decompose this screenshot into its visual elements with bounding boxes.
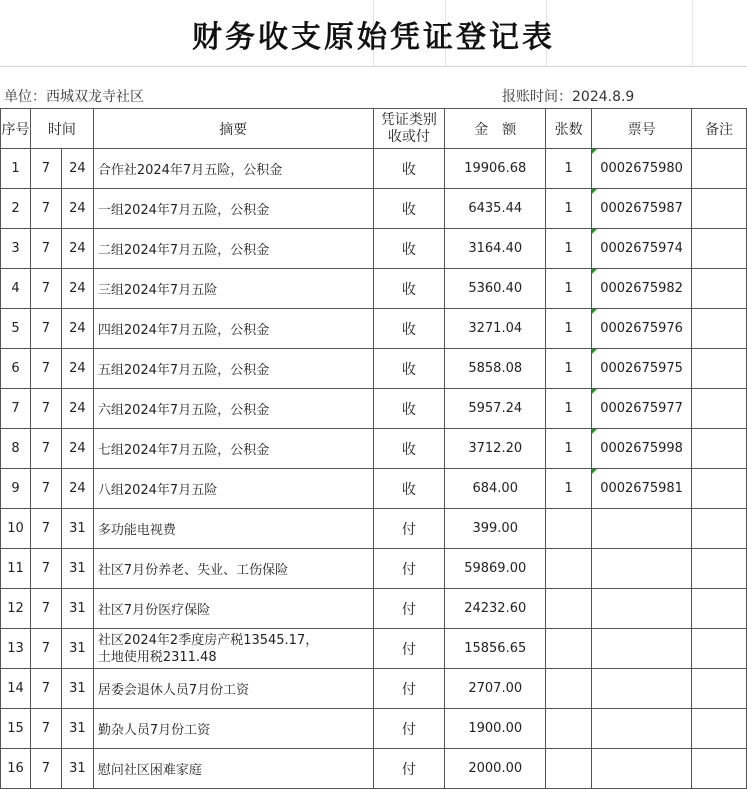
cell-seq[interactable]: 9	[1, 469, 31, 509]
header-voucher-type-line1: 凭证类别	[380, 111, 437, 128]
cell-remark[interactable]	[692, 309, 747, 349]
table-row	[1, 549, 747, 589]
cell-remark[interactable]	[692, 149, 747, 189]
cell-voucher-type[interactable]: 收	[373, 269, 445, 309]
cell-summary-line2: 土地使用税2311.48	[97, 649, 217, 665]
cell-voucher-type[interactable]: 付	[373, 709, 445, 749]
cell-ticket-no[interactable]: 0002675987	[592, 189, 692, 229]
cell-voucher-type[interactable]: 付	[373, 749, 445, 789]
cell-seq[interactable]: 4	[1, 269, 31, 309]
cell-ticket-no[interactable]: 0002675998	[592, 429, 692, 469]
cell-count[interactable]	[546, 509, 592, 549]
cell-summary[interactable]: 社区7月份养老、失业、工伤保险	[93, 549, 373, 589]
header-seq[interactable]: 序号	[1, 109, 31, 149]
cell-amount[interactable]: 1900.00	[445, 709, 546, 749]
cell-remark[interactable]	[692, 709, 747, 749]
cell-voucher-type[interactable]: 收	[373, 469, 445, 509]
cell-summary[interactable]	[93, 629, 373, 669]
cell-summary[interactable]: 三组2024年7月五险	[93, 269, 373, 309]
cell-ticket-no[interactable]	[592, 509, 692, 549]
cell-ticket-no[interactable]: 0002675981	[592, 469, 692, 509]
cell-amount[interactable]: 19906.68	[445, 149, 546, 189]
table-row	[1, 429, 747, 469]
cell-day[interactable]: 24	[61, 269, 93, 309]
cell-amount[interactable]: 15856.65	[445, 629, 546, 669]
cell-amount[interactable]: 399.00	[445, 509, 546, 549]
cell-remark[interactable]	[692, 629, 747, 669]
table-row	[1, 589, 747, 629]
cell-count[interactable]: 1	[546, 349, 592, 389]
header-ticket-no[interactable]: 票号	[592, 109, 692, 149]
cell-amount[interactable]: 59869.00	[445, 549, 546, 589]
cell-amount[interactable]: 5858.08	[445, 349, 546, 389]
cell-voucher-type[interactable]: 收	[373, 189, 445, 229]
cell-remark[interactable]	[692, 269, 747, 309]
cell-voucher-type[interactable]: 付	[373, 629, 445, 669]
cell-month[interactable]: 7	[30, 269, 61, 309]
cell-summary[interactable]: 四组2024年7月五险，公积金	[93, 309, 373, 349]
cell-count[interactable]: 1	[546, 389, 592, 429]
cell-voucher-type[interactable]: 付	[373, 509, 445, 549]
cell-count[interactable]: 1	[546, 469, 592, 509]
cell-summary[interactable]: 社区7月份医疗保险	[93, 589, 373, 629]
cell-day[interactable]: 31	[61, 669, 93, 709]
cell-seq[interactable]: 3	[1, 229, 31, 269]
header-time[interactable]: 时间	[30, 109, 93, 149]
cell-ticket-no[interactable]: 0002675974	[592, 229, 692, 269]
cell-ticket-no[interactable]: 0002675982	[592, 269, 692, 309]
cell-seq[interactable]: 5	[1, 309, 31, 349]
cell-ticket-no[interactable]	[592, 709, 692, 749]
cell-count[interactable]	[546, 709, 592, 749]
cell-voucher-type[interactable]: 付	[373, 549, 445, 589]
cell-remark[interactable]	[692, 349, 747, 389]
cell-remark[interactable]	[692, 229, 747, 269]
cell-ticket-no[interactable]	[592, 629, 692, 669]
cell-day[interactable]: 31	[61, 709, 93, 749]
cell-amount[interactable]: 6435.44	[445, 189, 546, 229]
table-row	[1, 709, 747, 749]
table-row	[1, 229, 747, 269]
cell-summary[interactable]: 多功能电视费	[93, 509, 373, 549]
cell-remark[interactable]	[692, 589, 747, 629]
cell-month[interactable]: 7	[30, 189, 61, 229]
cell-voucher-type[interactable]: 付	[373, 669, 445, 709]
cell-day[interactable]: 24	[61, 149, 93, 189]
header-summary[interactable]: 摘要	[93, 109, 373, 149]
table-row	[1, 189, 747, 229]
cell-ticket-no[interactable]: 0002675980	[592, 149, 692, 189]
cell-day[interactable]: 24	[61, 469, 93, 509]
cell-count[interactable]: 1	[546, 229, 592, 269]
cell-seq[interactable]: 2	[1, 189, 31, 229]
cell-count[interactable]: 1	[546, 189, 592, 229]
cell-month[interactable]: 7	[30, 349, 61, 389]
cell-day[interactable]: 31	[61, 589, 93, 629]
table-row	[1, 389, 747, 429]
cell-summary[interactable]: 勤杂人员7月份工资	[93, 709, 373, 749]
cell-month[interactable]: 7	[30, 549, 61, 589]
cell-amount[interactable]: 5957.24	[445, 389, 546, 429]
cell-summary[interactable]: 一组2024年7月五险，公积金	[93, 189, 373, 229]
cell-remark[interactable]	[692, 429, 747, 469]
report-date: 报账时间：2024.8.9	[502, 89, 635, 105]
cell-month[interactable]: 7	[30, 469, 61, 509]
header-count[interactable]: 张数	[546, 109, 592, 149]
cell-summary[interactable]: 居委会退休人员7月份工资	[93, 669, 373, 709]
cell-month[interactable]: 7	[30, 309, 61, 349]
cell-seq[interactable]: 7	[1, 389, 31, 429]
cell-amount[interactable]: 3712.20	[445, 429, 546, 469]
header-amount[interactable]: 金 额	[445, 109, 546, 149]
table-row	[1, 309, 747, 349]
cell-amount[interactable]: 3164.40	[445, 229, 546, 269]
header-voucher-type[interactable]	[373, 109, 445, 149]
cell-summary-line1: 社区2024年2季度房产税13545.17，	[97, 632, 319, 648]
table-row	[1, 669, 747, 709]
cell-day[interactable]: 31	[61, 629, 93, 669]
cell-summary[interactable]: 合作社2024年7月五险，公积金	[93, 149, 373, 189]
cell-voucher-type[interactable]: 收	[373, 429, 445, 469]
cell-amount[interactable]: 24232.60	[445, 589, 546, 629]
cell-count[interactable]: 1	[546, 149, 592, 189]
header-row	[1, 109, 747, 149]
cell-count[interactable]: 1	[546, 429, 592, 469]
cell-voucher-type[interactable]: 收	[373, 349, 445, 389]
cell-amount[interactable]: 2000.00	[445, 749, 546, 789]
cell-ticket-no[interactable]	[592, 589, 692, 629]
header-voucher-type-line2: 收或付	[387, 128, 430, 145]
cell-ticket-no[interactable]: 0002675977	[592, 389, 692, 429]
cell-ticket-no[interactable]	[592, 749, 692, 789]
cell-summary[interactable]: 二组2024年7月五险，公积金	[93, 229, 373, 269]
table-row	[1, 349, 747, 389]
cell-month[interactable]: 7	[30, 589, 61, 629]
cell-amount[interactable]: 684.00	[445, 469, 546, 509]
cell-month[interactable]: 7	[30, 509, 61, 549]
cell-remark[interactable]	[692, 509, 747, 549]
table-row	[1, 509, 747, 549]
cell-seq[interactable]: 13	[1, 629, 31, 669]
cell-day[interactable]: 24	[61, 429, 93, 469]
cell-amount[interactable]: 2707.00	[445, 669, 546, 709]
cell-count[interactable]	[546, 669, 592, 709]
cell-day[interactable]: 24	[61, 229, 93, 269]
header-remark[interactable]: 备注	[692, 109, 747, 149]
cell-voucher-type[interactable]: 收	[373, 149, 445, 189]
table-row	[1, 149, 747, 189]
cell-remark[interactable]	[692, 669, 747, 709]
cell-count[interactable]	[546, 589, 592, 629]
cell-remark[interactable]	[692, 469, 747, 509]
cell-seq[interactable]: 10	[1, 509, 31, 549]
cell-ticket-no[interactable]	[592, 549, 692, 589]
cell-amount[interactable]: 5360.40	[445, 269, 546, 309]
cell-seq[interactable]: 15	[1, 709, 31, 749]
cell-seq[interactable]: 12	[1, 589, 31, 629]
cell-remark[interactable]	[692, 389, 747, 429]
cell-month[interactable]: 7	[30, 709, 61, 749]
cell-month[interactable]: 7	[30, 749, 61, 789]
cell-day[interactable]: 31	[61, 749, 93, 789]
table-row	[1, 469, 747, 509]
cell-seq[interactable]: 6	[1, 349, 31, 389]
cell-day[interactable]: 31	[61, 549, 93, 589]
cell-voucher-type[interactable]: 收	[373, 309, 445, 349]
cell-summary[interactable]: 八组2024年7月五险	[93, 469, 373, 509]
cell-day[interactable]: 31	[61, 509, 93, 549]
cell-ticket-no[interactable]: 0002675976	[592, 309, 692, 349]
cell-remark[interactable]	[692, 749, 747, 789]
cell-seq[interactable]: 8	[1, 429, 31, 469]
table-row	[1, 269, 747, 309]
info-row	[0, 80, 747, 108]
cell-month[interactable]: 7	[30, 229, 61, 269]
cell-seq[interactable]: 14	[1, 669, 31, 709]
cell-remark[interactable]	[692, 549, 747, 589]
cell-month[interactable]: 7	[30, 669, 61, 709]
cell-day[interactable]: 24	[61, 189, 93, 229]
cell-day[interactable]: 24	[61, 389, 93, 429]
cell-count[interactable]	[546, 549, 592, 589]
title-row	[0, 0, 747, 67]
cell-seq[interactable]: 1	[1, 149, 31, 189]
cell-voucher-type[interactable]: 收	[373, 389, 445, 429]
cell-summary[interactable]: 六组2024年7月五险，公积金	[93, 389, 373, 429]
page-title: 财务收支原始凭证登记表	[192, 20, 555, 55]
voucher-table	[0, 108, 747, 789]
cell-month[interactable]: 7	[30, 389, 61, 429]
cell-ticket-no[interactable]: 0002675975	[592, 349, 692, 389]
cell-voucher-type[interactable]: 付	[373, 589, 445, 629]
cell-month[interactable]: 7	[30, 629, 61, 669]
unit-label: 单位：西城双龙寺社区	[4, 89, 144, 105]
cell-day[interactable]: 24	[61, 349, 93, 389]
cell-month[interactable]: 7	[30, 149, 61, 189]
cell-summary[interactable]: 慰问社区困难家庭	[93, 749, 373, 789]
cell-voucher-type[interactable]: 收	[373, 229, 445, 269]
cell-count[interactable]: 1	[546, 269, 592, 309]
cell-day[interactable]: 24	[61, 309, 93, 349]
cell-ticket-no[interactable]	[592, 669, 692, 709]
cell-seq[interactable]: 11	[1, 549, 31, 589]
table-row	[1, 629, 747, 669]
table-row	[1, 749, 747, 789]
cell-month[interactable]: 7	[30, 429, 61, 469]
cell-count[interactable]	[546, 749, 592, 789]
cell-count[interactable]	[546, 629, 592, 669]
cell-remark[interactable]	[692, 189, 747, 229]
cell-summary[interactable]: 七组2024年7月五险，公积金	[93, 429, 373, 469]
cell-amount[interactable]: 3271.04	[445, 309, 546, 349]
cell-count[interactable]: 1	[546, 309, 592, 349]
cell-seq[interactable]: 16	[1, 749, 31, 789]
cell-summary[interactable]: 五组2024年7月五险，公积金	[93, 349, 373, 389]
